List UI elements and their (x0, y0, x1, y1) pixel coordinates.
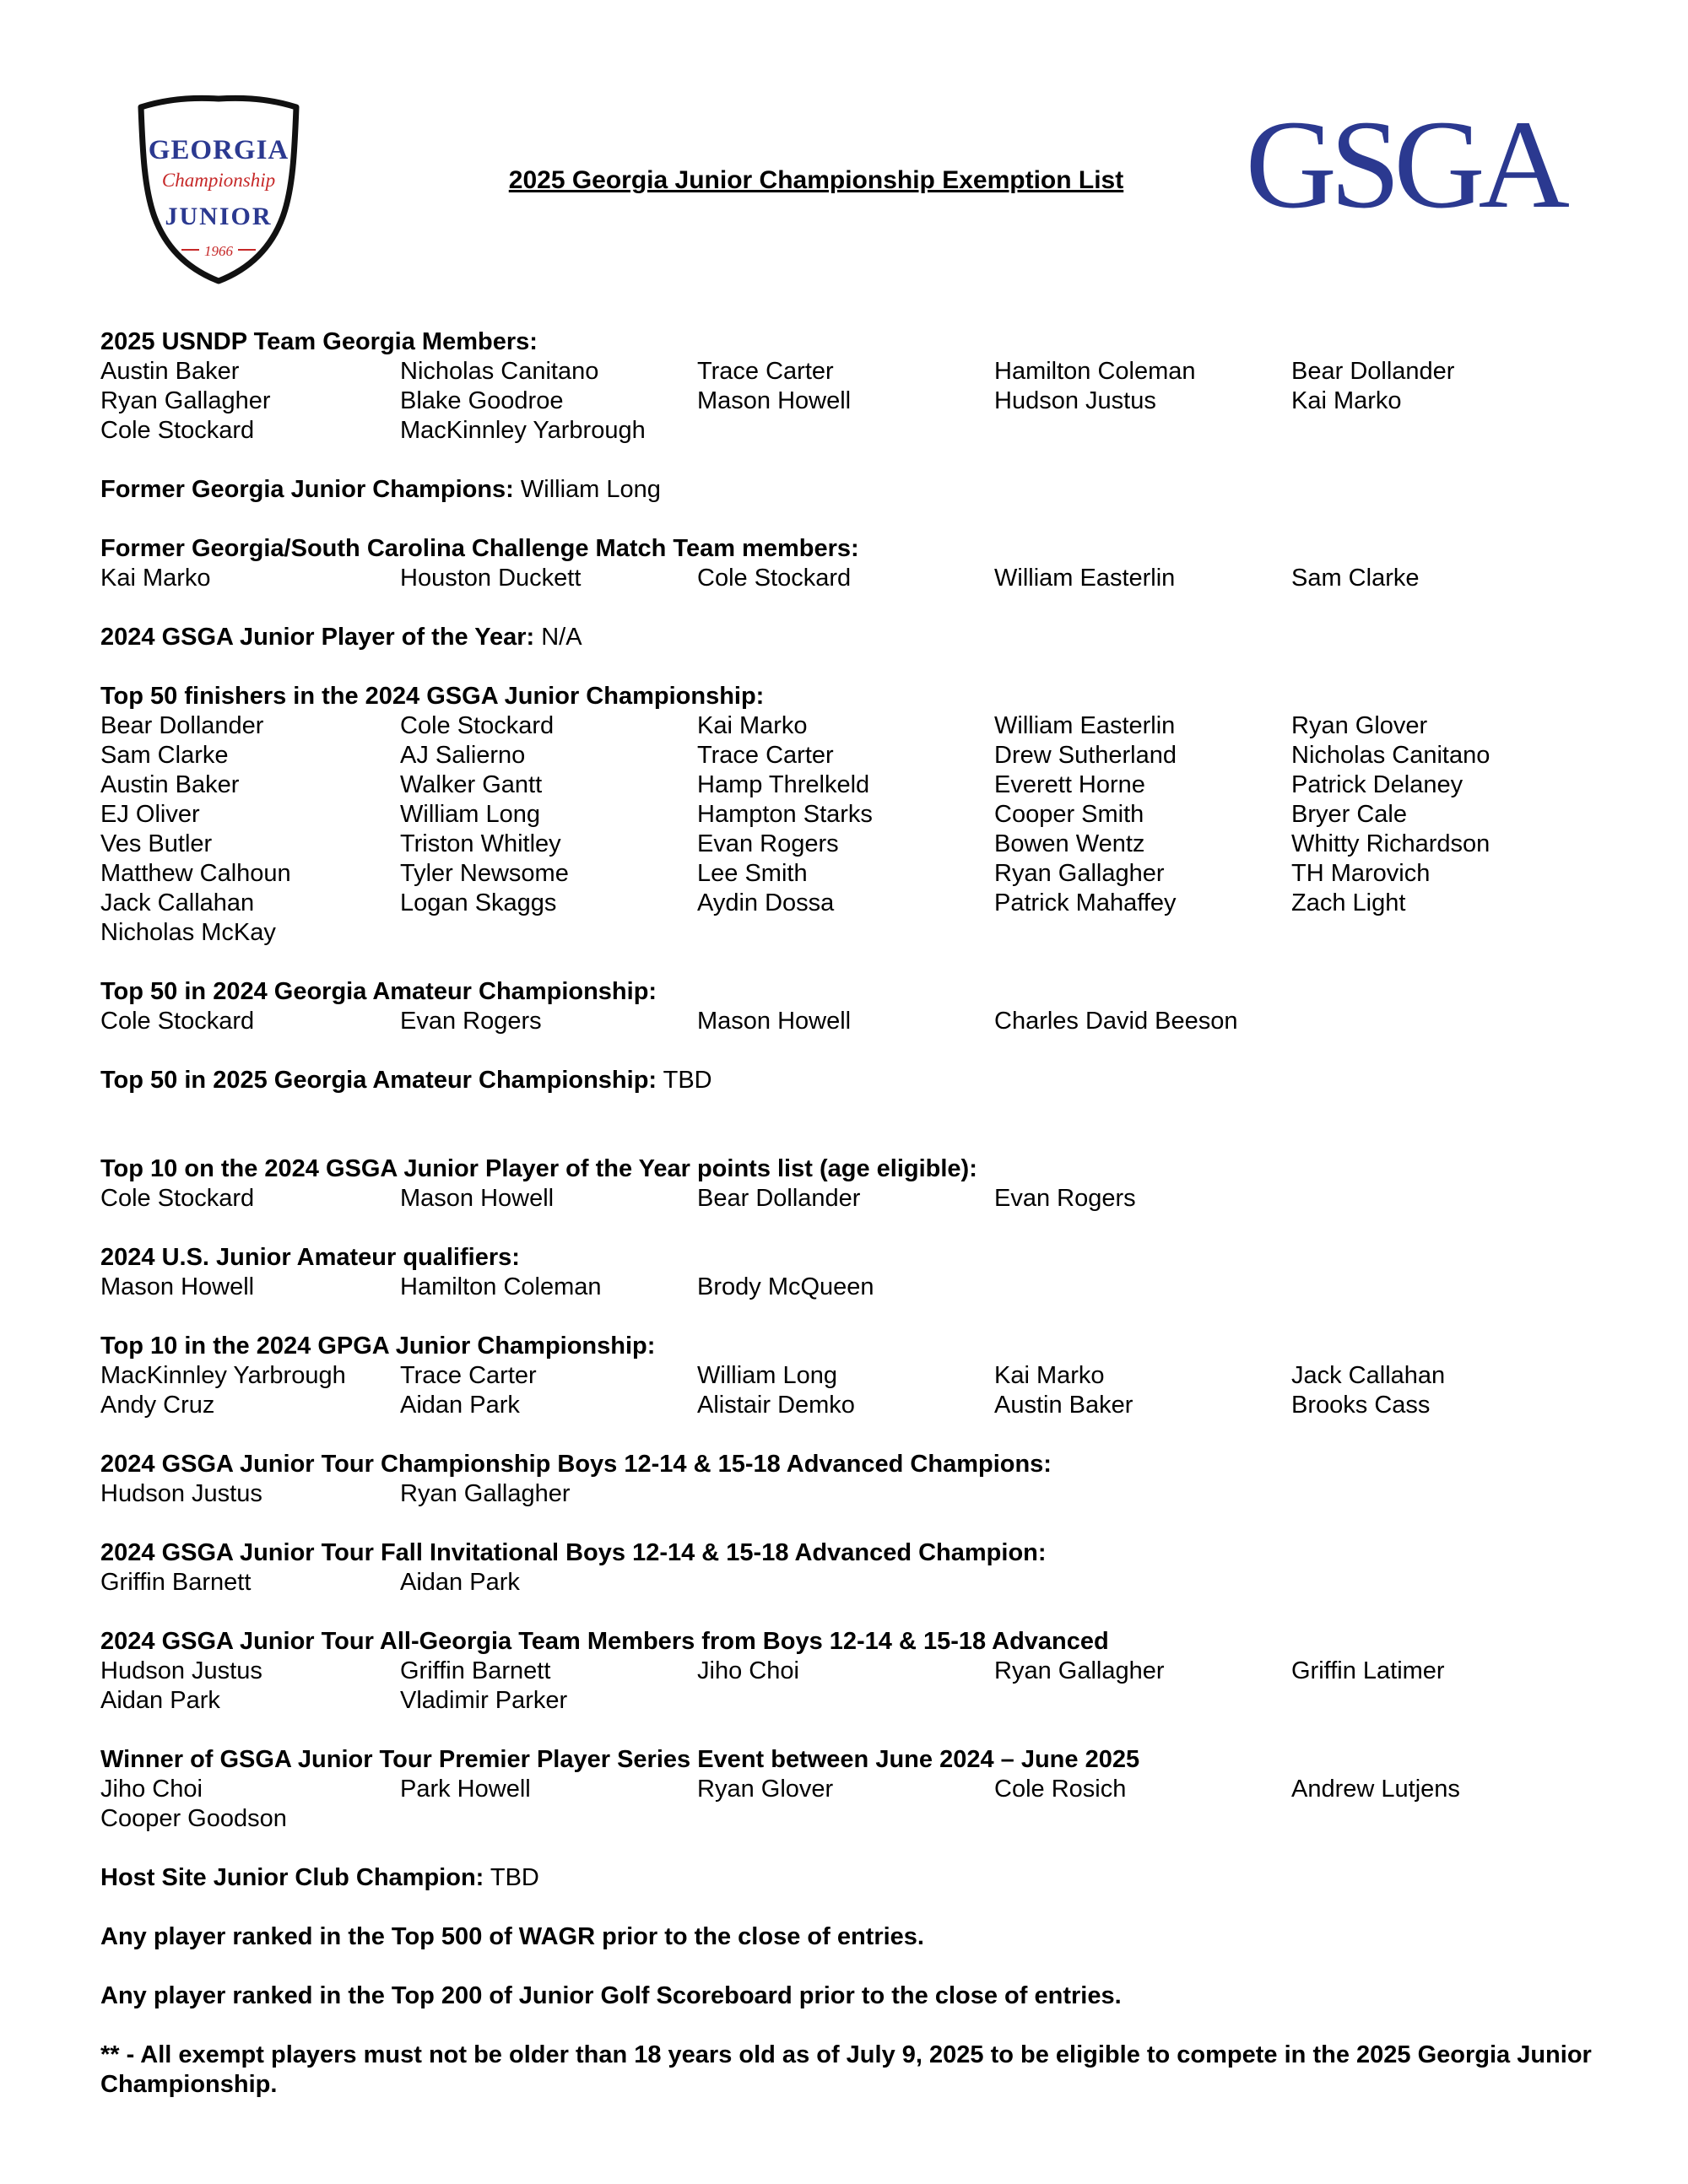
player-name: Ryan Gallagher (994, 1657, 1165, 1684)
player-name: MacKinnley Yarbrough (400, 417, 646, 444)
player-name: Walker Gantt (400, 771, 543, 798)
names-grid (100, 357, 1637, 446)
section-header-row (100, 1450, 1637, 1479)
section-inline-value: TBD (484, 1864, 539, 1891)
player-name: Tyler Newsome (400, 860, 569, 887)
section-header-row (100, 1243, 1637, 1273)
section-us-junior-amateur-qualifiers (100, 1243, 1637, 1302)
names-grid (100, 1775, 1637, 1834)
player-name: Evan Rogers (994, 1185, 1136, 1212)
player-name: Alistair Demko (697, 1392, 855, 1419)
player-name: Nicholas Canitano (400, 358, 599, 385)
player-name: MacKinnley Yarbrough (100, 1362, 346, 1389)
note-text: Any player ranked in the Top 500 of WAGR prior to the close of entries. (100, 1923, 924, 1950)
page-title: 2025 Georgia Junior Championship Exemption List (508, 166, 1124, 194)
player-name: Ryan Glover (697, 1776, 834, 1803)
player-name: Griffin Latimer (1291, 1657, 1445, 1684)
player-name: Sam Clarke (100, 742, 229, 769)
player-name: Kai Marko (1291, 387, 1402, 414)
names-grid (100, 1568, 1637, 1597)
player-name: Kai Marko (697, 712, 808, 739)
player-name: Austin Baker (100, 358, 240, 385)
names-grid (100, 1273, 1637, 1302)
player-name: Everett Horne (994, 771, 1145, 798)
section-header-row (100, 1154, 1637, 1184)
player-name: Vladimir Parker (400, 1687, 568, 1714)
player-name: William Long (400, 801, 540, 828)
section-premier-player-series-winner (100, 1745, 1637, 1834)
player-name: Hudson Justus (100, 1480, 262, 1507)
player-name: Trace Carter (697, 358, 834, 385)
player-name: Nicholas Canitano (1291, 742, 1491, 769)
logo-text-junior: JUNIOR (165, 203, 273, 230)
section-junior-tour-fall-invitational-champion (100, 1538, 1637, 1597)
player-name: EJ Oliver (100, 801, 200, 828)
player-name: Houston Duckett (400, 565, 582, 592)
player-name: Cooper Smith (994, 801, 1144, 828)
section-inline-value: William Long (513, 476, 661, 503)
section-note-age-eligibility (100, 2041, 1637, 2100)
player-name: William Easterlin (994, 565, 1176, 592)
player-name: Austin Baker (100, 771, 240, 798)
player-name: Hampton Starks (697, 801, 873, 828)
section-top50-2024-gsga-junior-championship (100, 682, 1637, 948)
player-name: Ryan Gallagher (400, 1480, 571, 1507)
section-header: 2024 GSGA Junior Tour Championship Boys 12-14 & 15-18 Advanced Champions: (100, 1451, 1052, 1478)
player-name: Mason Howell (400, 1185, 555, 1212)
section-header: 2024 GSGA Junior Player of the Year: (100, 624, 535, 651)
player-name: Matthew Calhoun (100, 860, 291, 887)
player-name: Mason Howell (697, 1008, 852, 1035)
player-name: Hamilton Coleman (994, 358, 1196, 385)
logo-text-championship: Championship (161, 170, 276, 191)
player-name: Patrick Delaney (1291, 771, 1463, 798)
section-header: Top 10 in the 2024 GPGA Junior Championship: (100, 1333, 656, 1360)
player-name: Sam Clarke (1291, 565, 1420, 592)
player-name: William Easterlin (994, 712, 1176, 739)
section-header: Top 10 on the 2024 GSGA Junior Player of the Year points list (age eligible): (100, 1155, 977, 1182)
player-name: Andrew Lutjens (1291, 1776, 1460, 1803)
section-junior-player-of-the-year-2024 (100, 623, 1637, 652)
logo-text-georgia: GEORGIA (148, 135, 289, 165)
player-name: Cole Rosich (994, 1776, 1127, 1803)
player-name: Jack Callahan (100, 889, 255, 916)
player-name: Cole Stockard (400, 712, 555, 739)
section-header: 2024 GSGA Junior Tour All-Georgia Team Members from Boys 12-14 & 15-18 Advanced (100, 1628, 1109, 1655)
section-header-row (100, 1332, 1637, 1361)
logo-text-year: 1966 (204, 243, 233, 259)
player-name: Nicholas McKay (100, 919, 276, 946)
player-name: Aidan Park (400, 1569, 520, 1596)
player-name: Hamp Threlkeld (697, 771, 870, 798)
player-name: Whitty Richardson (1291, 830, 1491, 857)
names-grid (100, 564, 1637, 593)
player-name: Bowen Wentz (994, 830, 1145, 857)
player-name: Ves Butler (100, 830, 213, 857)
player-name: Patrick Mahaffey (994, 889, 1177, 916)
player-name: Cole Stockard (697, 565, 852, 592)
section-inline-value: N/A (534, 624, 582, 651)
player-name: Austin Baker (994, 1392, 1133, 1419)
section-note-junior-golf-scoreboard (100, 1981, 1637, 2011)
section-header-row (100, 682, 1637, 711)
player-name: Cole Stockard (100, 417, 255, 444)
section-header-row (100, 1627, 1637, 1657)
player-name: Bryer Cale (1291, 801, 1407, 828)
player-name: Griffin Barnett (100, 1569, 252, 1596)
note-text: Any player ranked in the Top 200 of Junior Golf Scoreboard prior to the close of entries. (100, 1982, 1122, 2009)
section-junior-tour-championship-champions (100, 1450, 1637, 1509)
player-name: Ryan Glover (1291, 712, 1428, 739)
section-former-georgia-junior-champions (100, 475, 1637, 505)
player-name: Zach Light (1291, 889, 1406, 916)
names-grid (100, 1479, 1637, 1509)
section-note-wagr (100, 1922, 1637, 1952)
player-name: Lee Smith (697, 860, 808, 887)
player-name: Ryan Gallagher (100, 387, 271, 414)
player-name: Blake Goodroe (400, 387, 564, 414)
section-header: 2024 U.S. Junior Amateur qualifiers: (100, 1244, 520, 1271)
player-name: Aidan Park (400, 1392, 520, 1419)
section-header: Former Georgia/South Carolina Challenge Match Team members: (100, 535, 859, 562)
section-top10-poy-points-list (100, 1154, 1637, 1214)
player-name: Drew Sutherland (994, 742, 1177, 769)
player-name: Trace Carter (697, 742, 834, 769)
player-name: Cole Stockard (100, 1185, 255, 1212)
player-name: Kai Marko (100, 565, 211, 592)
player-name: Ryan Gallagher (994, 860, 1165, 887)
player-name: Griffin Barnett (400, 1657, 551, 1684)
names-grid (100, 1657, 1637, 1716)
section-header-row (100, 1538, 1637, 1568)
section-header: Top 50 finishers in the 2024 GSGA Junior Championship: (100, 683, 765, 710)
player-name: Hudson Justus (994, 387, 1156, 414)
section-inline-value: TBD (657, 1067, 712, 1094)
section-header-row (100, 327, 1637, 357)
player-name: Bear Dollander (100, 712, 264, 739)
player-name: Evan Rogers (697, 830, 839, 857)
section-challenge-match-team (100, 534, 1637, 593)
section-header: Top 50 in 2024 Georgia Amateur Championship: (100, 978, 657, 1005)
player-name: Mason Howell (100, 1273, 255, 1300)
exemption-sections (100, 327, 1637, 2129)
section-top10-2024-gpga-junior-championship (100, 1332, 1637, 1420)
player-name: Jiho Choi (100, 1776, 203, 1803)
note-text: ** - All exempt players must not be older than 18 years old as of July 9, 2025 to be eligible to compete in the 2025 Georgia Junior Championship. (100, 2041, 1592, 2098)
player-name: Bear Dollander (697, 1185, 861, 1212)
player-name: AJ Salierno (400, 742, 526, 769)
section-header: 2024 GSGA Junior Tour Fall Invitational Boys 12-14 & 15-18 Advanced Champion: (100, 1539, 1047, 1566)
section-header: Top 50 in 2025 Georgia Amateur Championship: (100, 1067, 657, 1094)
names-grid (100, 1361, 1637, 1420)
player-name: Aidan Park (100, 1687, 220, 1714)
player-name: TH Marovich (1291, 860, 1431, 887)
section-top50-2025-georgia-amateur (100, 1066, 1637, 1095)
player-name: Andy Cruz (100, 1392, 215, 1419)
page-header (0, 0, 1688, 327)
names-grid (100, 711, 1637, 948)
section-header: 2025 USNDP Team Georgia Members: (100, 328, 538, 355)
player-name: Mason Howell (697, 387, 852, 414)
names-grid (100, 1007, 1637, 1036)
player-name: Brody McQueen (697, 1273, 874, 1300)
player-name: Charles David Beeson (994, 1008, 1238, 1035)
player-name: William Long (697, 1362, 837, 1389)
player-name: Aydin Dossa (697, 889, 835, 916)
section-header-row (100, 475, 1637, 505)
section-header-row (100, 534, 1637, 564)
player-name: Cooper Goodson (100, 1805, 287, 1832)
player-name: Hamilton Coleman (400, 1273, 602, 1300)
section-header: Former Georgia Junior Champions: (100, 476, 514, 503)
section-all-georgia-team-members (100, 1627, 1637, 1716)
section-header: Winner of GSGA Junior Tour Premier Player Series Event between June 2024 – June 2025 (100, 1746, 1140, 1773)
player-name: Trace Carter (400, 1362, 537, 1389)
player-name: Jack Callahan (1291, 1362, 1446, 1389)
section-usndp-team (100, 327, 1637, 446)
section-header-row (100, 977, 1637, 1007)
player-name: Logan Skaggs (400, 889, 557, 916)
player-name: Jiho Choi (697, 1657, 799, 1684)
section-header-row (100, 623, 1637, 652)
player-name: Kai Marko (994, 1362, 1105, 1389)
gsga-logo: GSGA (1245, 95, 1563, 235)
names-grid (100, 1184, 1637, 1214)
player-name: Triston Whitley (400, 830, 561, 857)
player-name: Park Howell (400, 1776, 531, 1803)
section-header-row (100, 1066, 1637, 1095)
player-name: Bear Dollander (1291, 358, 1455, 385)
section-host-site-junior-club-champion (100, 1863, 1637, 1893)
section-header-row (100, 1745, 1637, 1775)
player-name: Brooks Cass (1291, 1392, 1431, 1419)
player-name: Hudson Justus (100, 1657, 262, 1684)
section-header-row (100, 1863, 1637, 1893)
player-name: Cole Stockard (100, 1008, 255, 1035)
player-name: Evan Rogers (400, 1008, 542, 1035)
section-header: Host Site Junior Club Champion: (100, 1864, 484, 1891)
section-top50-2024-georgia-amateur (100, 977, 1637, 1036)
